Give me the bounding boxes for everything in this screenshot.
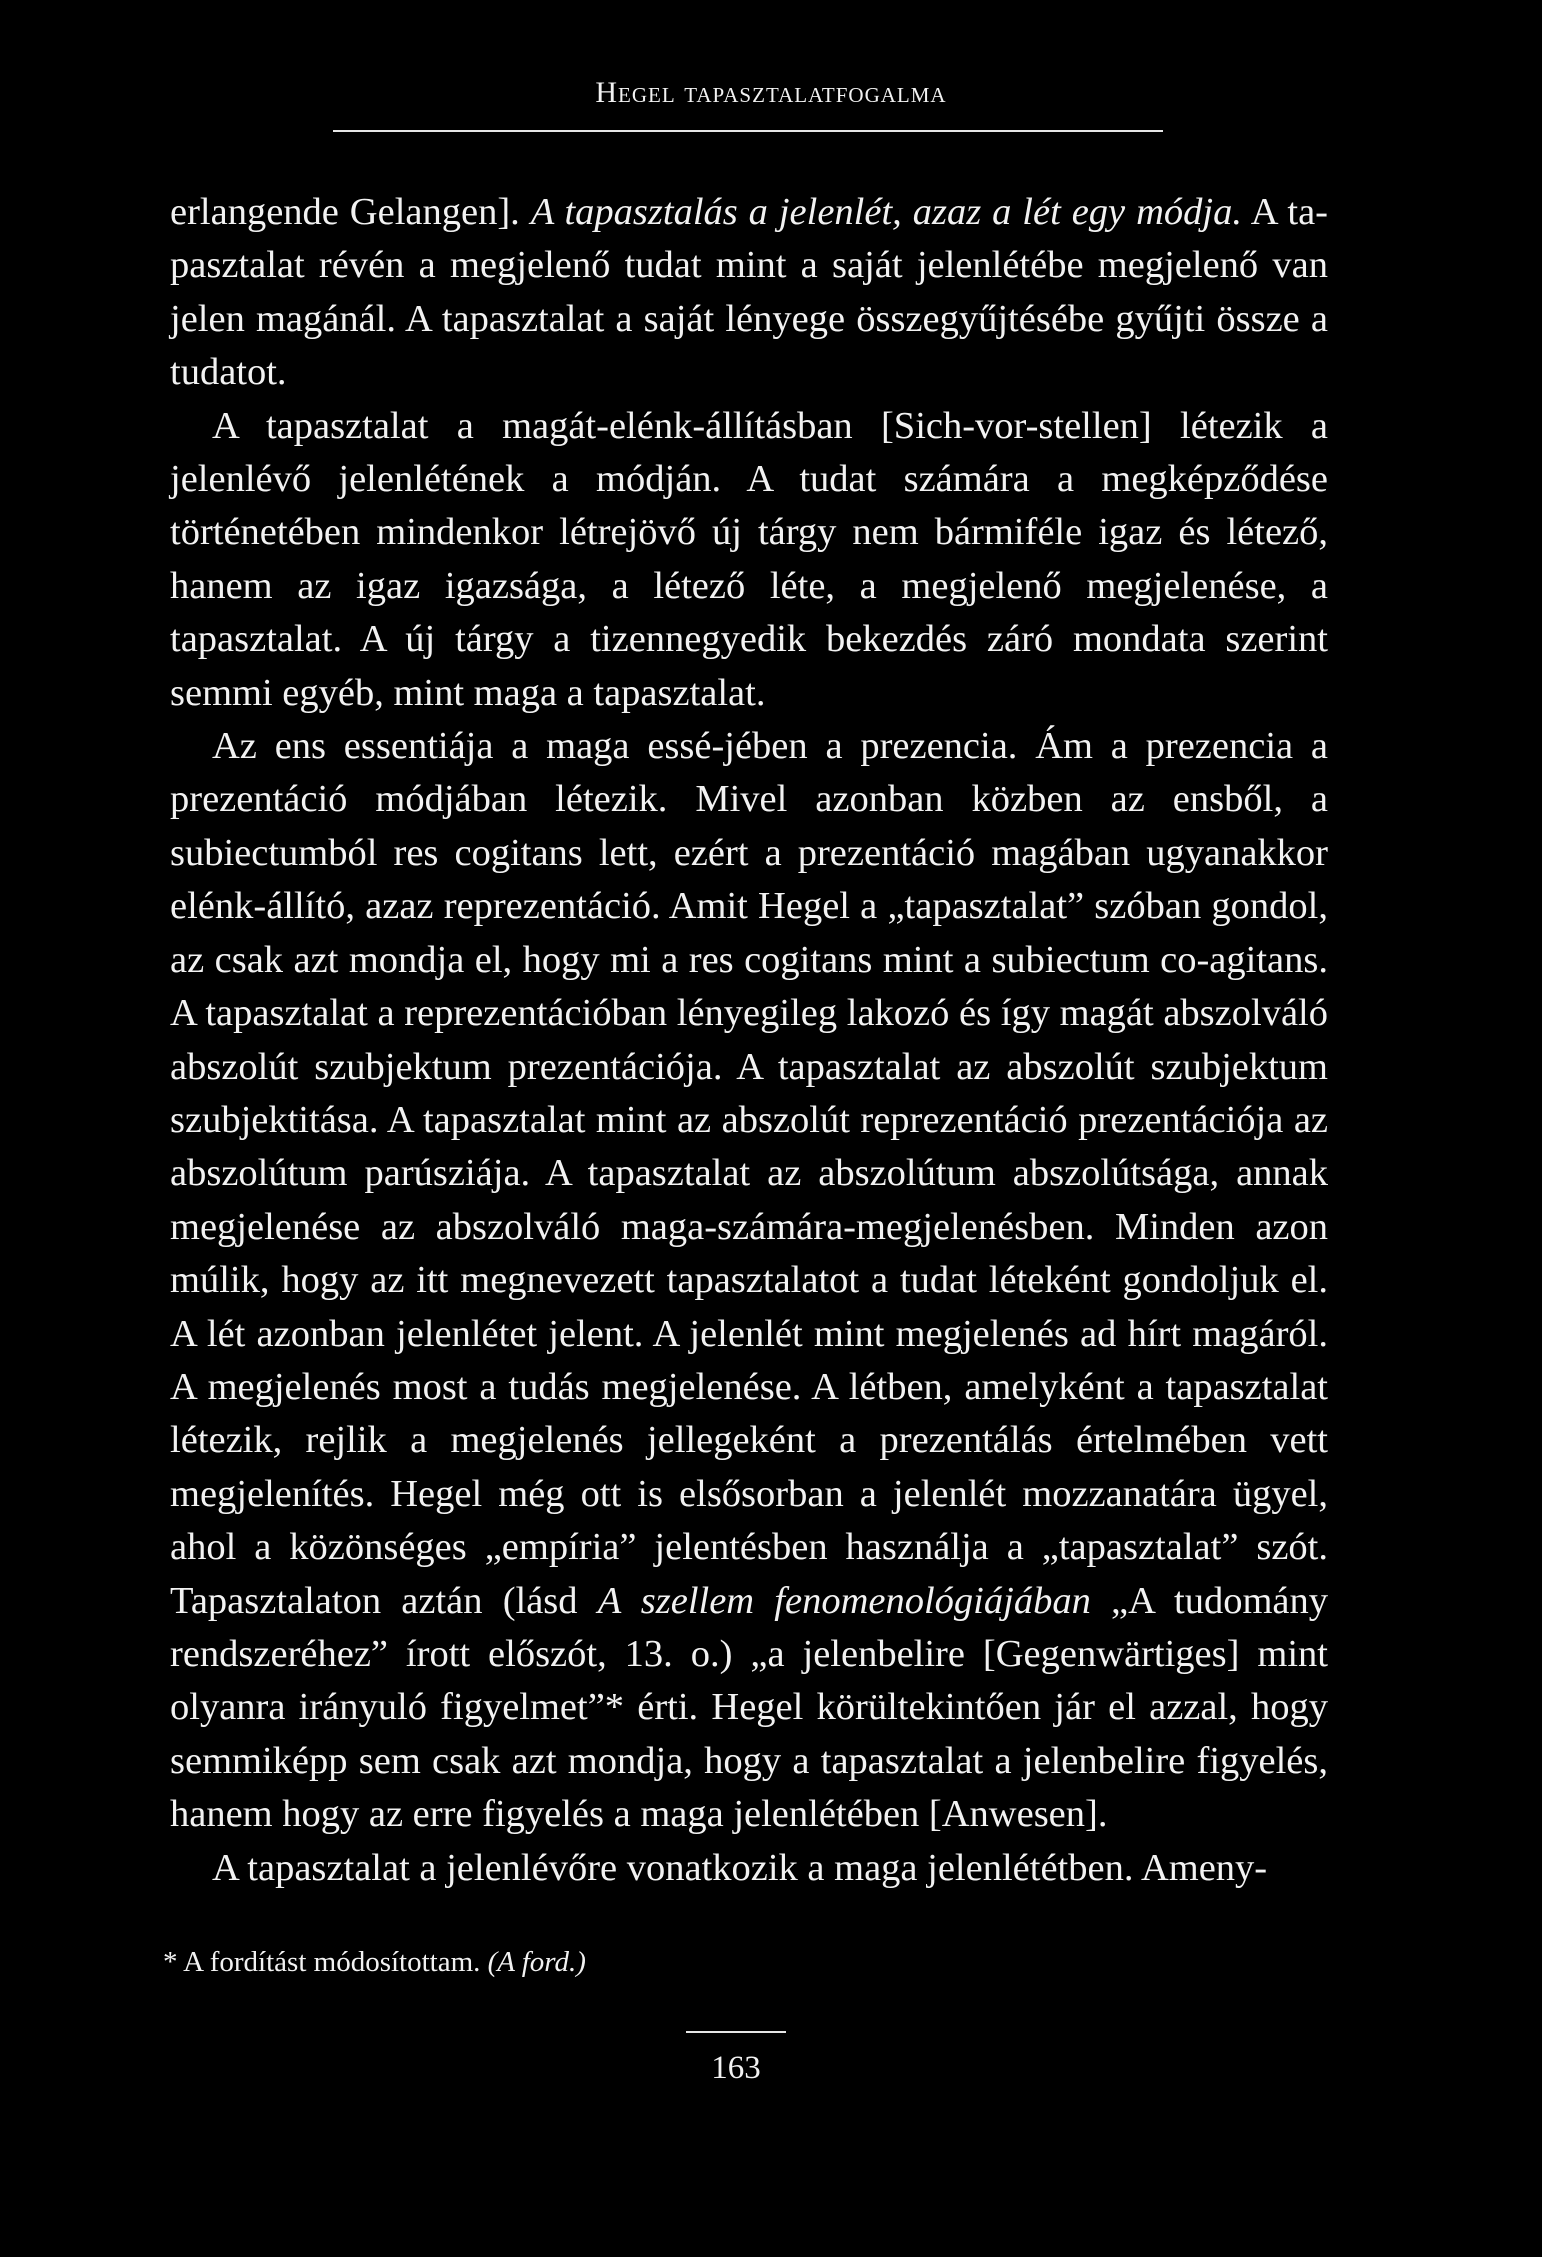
paragraph bbox=[170, 186, 1328, 400]
footnote-attribution: (A ford.) bbox=[487, 1946, 586, 1978]
footer-rule bbox=[686, 2031, 786, 2033]
footnote-text: * A fordítást módosítottam. bbox=[163, 1946, 488, 1978]
running-head: Hegel tapasztalatfogalma bbox=[595, 76, 947, 109]
paragraph bbox=[170, 720, 1328, 1842]
text-run: Az ens essentiája a maga essé-jében a prezencia. Ám a prezencia a prezentáció módjában létezik. Mivel azonban közben az ensből, a subiectumból res cogitans lett, ezért a prezentáció magában ugyanakkor elénk-állító, azaz reprezentáció. Amit Hegel a „tapasztalat” szóban gondol, az csak azt mondja el, hogy mi a res cogitans mint a subiectum co-agitans. A tapasztalat a reprezentációban lényegileg lakozó és így magát abszolváló abszolút szubjektum prezentációja. A tapasztalat az abszolút szubjektum szubjektitása. A tapasztalat mint az abszolút reprezentáció prezentációja az abszolútum parúsziája. A tapasztalat az abszolútum abszolútsága, annak megjelenése az abszolváló maga-számára-megjelenésben. Minden azon múlik, hogy az itt megnevezett tapasztalatot a tudat léteként gondoljuk el. A lét azonban jelenlétet jelent. A jelenlét mint megjelenés ad hírt magáról. A megjelenés most a tudás megjelenése. A létben, amelyként a tapasztalat létezik, rejlik a megjelenés jellegeként a prezentálás értelmében vett megjelenítés. Hegel még ott is elsősorban a jelenlét mozzanatára ügyel, ahol a közönséges „empíria” jelentésben használja a „tapasztalat” szót. Tapasztalaton aztán (lásd bbox=[170, 725, 1328, 1622]
text-run: A tapasztalat a magát-elénk-állításban [Sich-vor-stellen] létezik a jelenlévő jelenlétének a módján. A tudat számára a megképződése történetében mindenkor létrejövő új tárgy nem bármiféle igaz és létező, hanem az igaz igazsága, a létező léte, a megjelenő megjelenése, a tapasztalat. A új tárgy a tizennegyedik bekezdés záró mondata szerint semmi egyéb, mint maga a tapasztalat. bbox=[170, 404, 1328, 714]
header-rule bbox=[333, 130, 1163, 132]
paragraph bbox=[170, 1842, 1328, 1895]
text-run: A tapasztalat révén a megjelenő tudat mint a saját jelenlétébe megjelenő van jelen magánál. A tapasztalat a saját lényege összegyűjtésébe gyűjti össze a tudatot. bbox=[170, 191, 1328, 394]
text-run: A tapasztalat a jelenlévőre vonatkozik a maga jelenlététben. Ameny- bbox=[212, 1846, 1268, 1889]
text-run: „A tudomány rendszeréhez” írott előszót, 13. o.) „a jelenbelire [Gegenwärtiges] mint olyanra irányuló figyelmet”* érti. Hegel körültekintően jár el azzal, hogy semmiképp sem csak azt mondja, hogy a tapasztalat a jelenbelire figyelés, hanem hogy az erre figyelés a maga jelenlétében [Anwesen]. bbox=[170, 1579, 1328, 1836]
italic-text: A tapasztalás a jelenlét, azaz a lét egy módja. bbox=[530, 191, 1242, 233]
page-number: 163 bbox=[711, 2050, 761, 2086]
paragraph bbox=[170, 400, 1328, 720]
text-run: erlangende Gelangen]. bbox=[170, 191, 531, 233]
footnote bbox=[163, 1942, 586, 1982]
body-text bbox=[170, 186, 1328, 1895]
italic-text: A szellem fenomenológiájában bbox=[597, 1579, 1091, 1622]
